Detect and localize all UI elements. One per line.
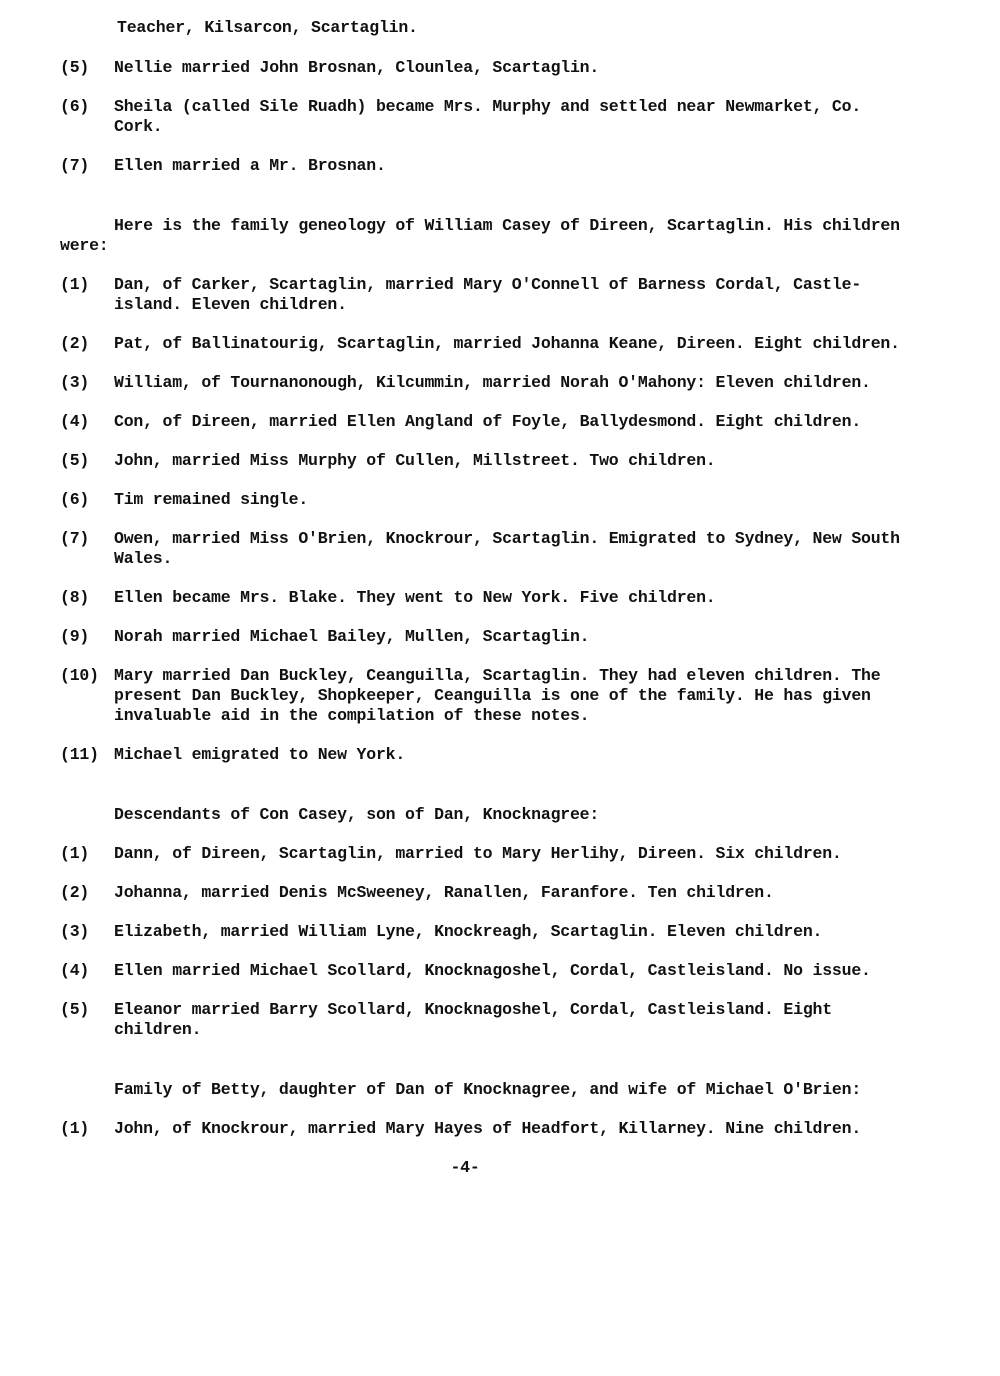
list-item: [60, 373, 900, 393]
list-betty-family: [60, 1119, 900, 1139]
item-text: Ellen married Michael Scollard, Knocknagoshel, Cordal, Castleisland. No issue.: [114, 961, 871, 980]
item-text: Eleanor married Barry Scollard, Knocknagoshel, Cordal, Castleisland. Eight children.: [114, 1000, 832, 1039]
item-number: (11): [60, 745, 99, 764]
item-text: Owen, married Miss O'Brien, Knockrour, Scartaglin. Emigrated to Sydney, New South Wales.: [114, 529, 900, 568]
item-text: Johanna, married Denis McSweeney, Ranallen, Faranfore. Ten children.: [114, 883, 774, 902]
intro-paragraph-william: Here is the family geneology of William Casey of Direen, Scartaglin. His children were:: [60, 216, 900, 255]
item-text: Mary married Dan Buckley, Ceanguilla, Scartaglin. They had eleven children. The present Dan Buckley, Shopkeeper, Ceanguilla is one of the family. He has given invaluable aid in the compilation of these notes.: [114, 666, 881, 725]
list-item: [60, 490, 900, 510]
item-number: (5): [60, 1000, 90, 1019]
list-item: [60, 97, 900, 137]
list-item: [60, 1119, 900, 1139]
list-item: [60, 961, 900, 981]
item-number: (2): [60, 334, 90, 353]
item-text: Dann, of Direen, Scartaglin, married to Mary Herlihy, Direen. Six children.: [114, 844, 842, 863]
list-item: [60, 922, 900, 942]
item-number: (5): [60, 451, 90, 470]
item-text: Tim remained single.: [114, 490, 309, 509]
list-item: [60, 588, 900, 608]
list-item: [60, 1000, 900, 1040]
item-text: Michael emigrated to New York.: [114, 745, 406, 764]
item-number: (7): [60, 529, 90, 548]
list-item: [60, 627, 900, 647]
list-item: [60, 334, 900, 354]
list-siblings: [60, 58, 900, 176]
list-item: [60, 844, 900, 864]
item-number: (9): [60, 627, 90, 646]
continuation-text: Teacher, Kilsarcon, Scartaglin.: [117, 18, 418, 37]
item-number: (5): [60, 58, 90, 77]
item-text: Nellie married John Brosnan, Clounlea, Scartaglin.: [114, 58, 600, 77]
list-item: [60, 412, 900, 432]
item-number: (2): [60, 883, 90, 902]
item-number: (6): [60, 490, 90, 509]
item-number: (8): [60, 588, 90, 607]
item-text: William, of Tournanonough, Kilcummin, married Norah O'Mahony: Eleven children.: [114, 373, 871, 392]
list-william-children: [60, 275, 900, 765]
item-number: (4): [60, 412, 90, 431]
item-number: (10): [60, 666, 99, 685]
item-number: (1): [60, 1119, 90, 1138]
item-number: (3): [60, 373, 90, 392]
intro-paragraph-con: Descendants of Con Casey, son of Dan, Knocknagree:: [114, 805, 600, 824]
item-text: Ellen married a Mr. Brosnan.: [114, 156, 386, 175]
item-number: (3): [60, 922, 90, 941]
continuation-line: [60, 18, 900, 38]
list-item: [60, 58, 900, 78]
list-item: [60, 275, 900, 315]
page-number: -4-: [450, 1158, 480, 1177]
item-number: (1): [60, 275, 90, 294]
item-number: (4): [60, 961, 90, 980]
list-item: [60, 156, 900, 176]
list-item: [60, 666, 900, 726]
item-text: John, married Miss Murphy of Cullen, Millstreet. Two children.: [114, 451, 716, 470]
item-text: Con, of Direen, married Ellen Angland of Foyle, Ballydesmond. Eight children.: [114, 412, 862, 431]
list-item: [60, 451, 900, 471]
item-text: John, of Knockrour, married Mary Hayes of Headfort, Killarney. Nine children.: [114, 1119, 862, 1138]
item-text: Sheila (called Sile Ruadh) became Mrs. Murphy and settled near Newmarket, Co. Cork.: [114, 97, 862, 136]
item-number: (7): [60, 156, 90, 175]
item-text: Ellen became Mrs. Blake. They went to New York. Five children.: [114, 588, 716, 607]
list-con-descendants: [60, 844, 900, 1040]
list-item: [60, 883, 900, 903]
item-number: (6): [60, 97, 90, 116]
item-text: Elizabeth, married William Lyne, Knockreagh, Scartaglin. Eleven children.: [114, 922, 823, 941]
item-number: (1): [60, 844, 90, 863]
item-text: Pat, of Ballinatourig, Scartaglin, married Johanna Keane, Direen. Eight children.: [114, 334, 900, 353]
list-item: [60, 529, 900, 569]
item-text: Dan, of Carker, Scartaglin, married Mary O'Connell of Barness Cordal, Castle-island. Eleven children.: [114, 275, 862, 314]
item-text: Norah married Michael Bailey, Mullen, Scartaglin.: [114, 627, 590, 646]
intro-paragraph-betty: Family of Betty, daughter of Dan of Knocknagree, and wife of Michael O'Brien:: [114, 1080, 862, 1099]
list-item: [60, 745, 900, 765]
